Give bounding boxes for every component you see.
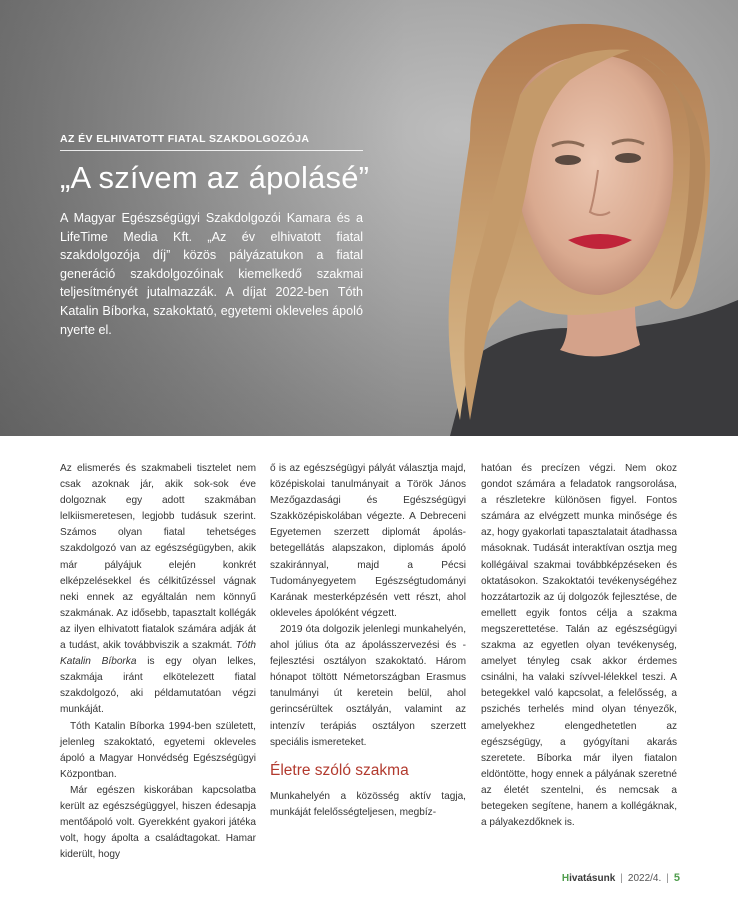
- page-footer: [562, 872, 680, 884]
- article-lead: A Magyar Egészségügyi Szakdolgozói Kamara és a LifeTime Media Kft. „Az év elhivatott fiatal szakdolgozója díj” közös pályázatukon a fiatal generáció szakdolgozóinak kiemelkedő szakmai teljesítményét jutalmazzák. A díjat 2022-ben Tóth Katalin Bíborka, szakoktató, egyetemi okleveles ápoló nyerte el.: [60, 211, 363, 337]
- paragraph: Munkahelyén a közösség aktív tagja, munkáját felelősségteljesen, megbíz-: [270, 790, 466, 818]
- page-number: 5: [673, 872, 680, 884]
- paragraph: hatóan és precízen végzi. Nem okoz gondot számára a feladatok rangsorolása, a részletekre különösen figyel. Fontos számára az elvégzett munka minősége és az, hogy gyakorlati tapasztalatait átadhassa másoknak. Tudását interaktívan osztja meg kollégáival szakmai továbbképzéseken és oktatásokon. Szakoktatói tevékenységéhez hozzátartozik az új dolgozók fejlesztése, de emellett egyik fontos célja a szakma megszerettetése. Talán az egészségügyi szakma az egyetlen olyan tevékenység, amelyet tényleg csak akkor érdemes csinálni, ha valaki szívvel-lélekkel teszi. A betegekkel való kapcsolat, a felelősség, a pszichés terhelés mind olyan tényezők, amelyekhez elengedhetetlen az egészségügy, a gyógyítani akarás szeretete. Bíborka már ilyen fiatalon eldöntötte, hogy ennek a pályának szeretné az életét szentelni, és nemcsak a betegeken segítene, hanem a kollégáknak, a pályakezdőknek is.: [481, 463, 677, 829]
- article-headline: „A szívem az ápolásé”: [60, 160, 370, 195]
- text-run: is egy olyan lelkes, szakmája iránt elkötelezett fiatal szakdolgozó, aki példamutatóan végzi munkáját.: [60, 656, 256, 716]
- text-run: Az elismerés és szakmabeli tisztelet nem csak azoknak jár, akik sok-sok éve dolgoznak egy adott szakmában lelkiismeretesen, legjobb tudásuk szerint. Számos olyan fiatal tehetséges szakdolgozó van az egészségügyben, akik már pályájuk elején konkrét elképzelésekkel és célkitűzéssel vágnak neki ennek az egyáltalán nem könnyű szakmának. Az idősebb, tapasztalt kollégák az ilyen elhivatott fiatalok számára adják át a tudást, akik továbbviszik a szakmát.: [60, 463, 256, 652]
- issue-number: 2022/4.: [627, 872, 662, 884]
- divider: |: [666, 872, 669, 884]
- paragraph: 2019 óta dolgozik jelenlegi munkahelyén, ahol július óta az ápolásszervezési és -fejlesztési osztályon szakoktató. Három hónapot töltött Németországban Erasmus tanulmányi út keretein belül, ahol gerincsérültek osztályán, valamint az intenzív terápiás osztályon szerzett speciális ismereteket.: [270, 623, 466, 748]
- article-kicker: AZ ÉV ELHIVATOTT FIATAL SZAKDOLGOZÓJA: [60, 133, 363, 151]
- article-column-1: [60, 461, 256, 863]
- paragraph: Tóth Katalin Bíborka 1994-ben született, jelenleg szakoktató, egyetemi okleveles ápoló a Magyar Honvédség Egészségügyi Központban.: [60, 720, 256, 780]
- section-subheading: Életre szóló szakma: [270, 761, 409, 779]
- paragraph: Már egészen kiskorában kapcsolatba került az egészségüggyel, hiszen édesapja mentőápoló volt. Gyerekként gyakori játéka volt, hogy ápolta a családtagokat. Hamar kiderült, hogy: [60, 784, 256, 861]
- logo-text: ivatásunk: [569, 872, 616, 884]
- divider: |: [620, 872, 623, 884]
- hero-banner: [0, 0, 738, 436]
- paragraph: ő is az egészségügyi pályát választja majd, középiskolai tanulmányait a Török János Mezőgazdasági és Egészségügyi Szakközépiskolában végezte. A Debreceni Egyetemen szerzett diplomát ápolás-betegellátás alapszakon, diplomás ápoló szakiránnyal, majd a Pécsi Tudományegyetem Egészségtudományi Karának mesterképzésén vett részt, ahol okleveles ápolóként végzett.: [270, 463, 466, 619]
- logo-letter: H: [561, 872, 570, 884]
- paragraph: [60, 461, 256, 719]
- article-column-3: [481, 461, 677, 831]
- name-emphasis: Tóth Katalin Bíborka: [60, 640, 256, 668]
- magazine-logo: [562, 873, 615, 884]
- article-column-2: [270, 461, 466, 821]
